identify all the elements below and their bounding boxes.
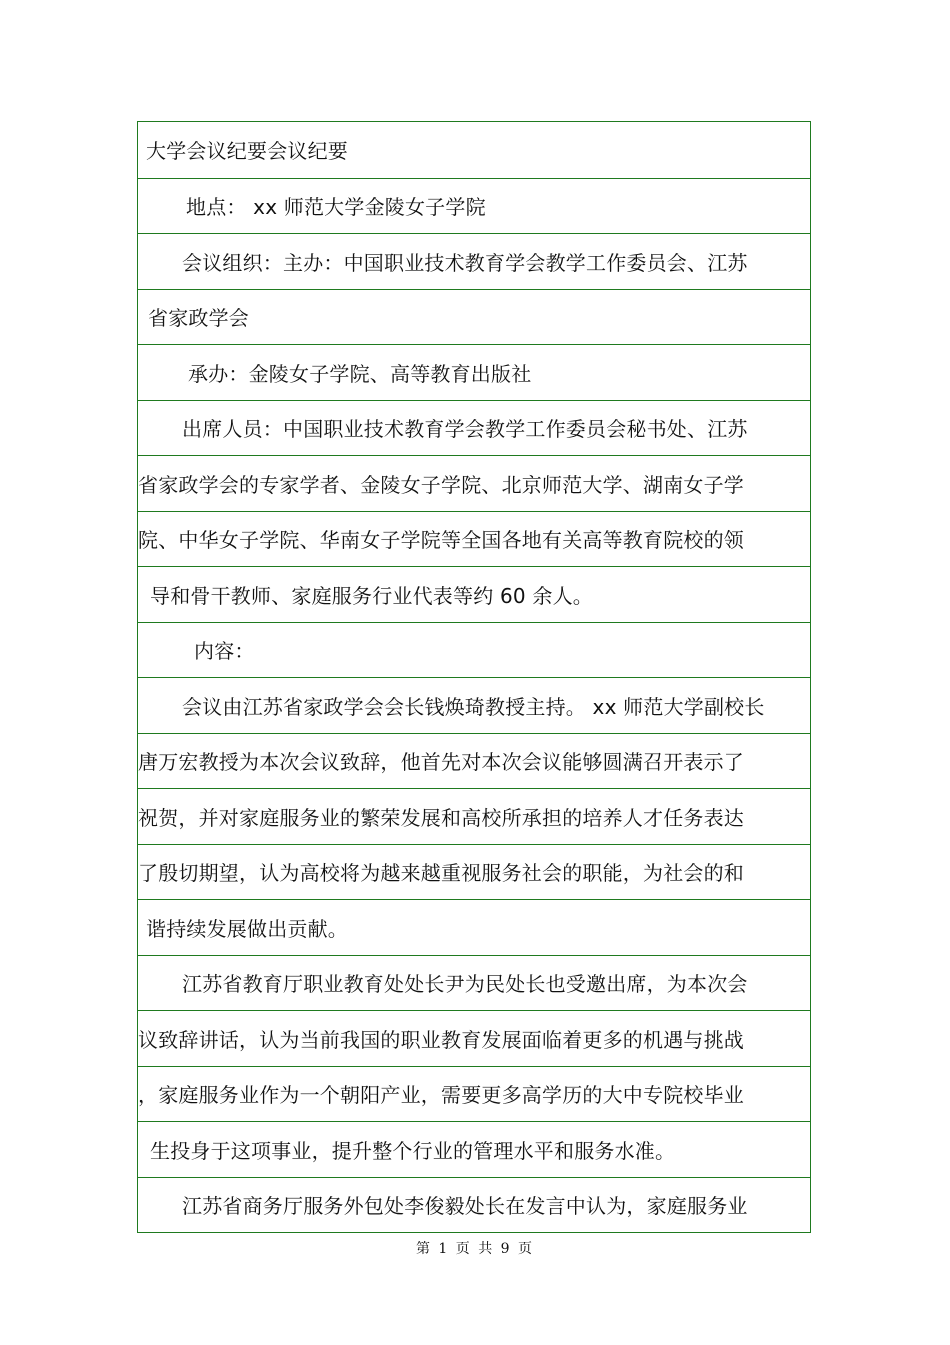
text-line — [138, 122, 810, 178]
line-text: 议致辞讲话，认为当前我国的职业教育发展面临着更多的机遇与挑战 — [138, 1027, 744, 1052]
text-line — [138, 455, 810, 511]
line-text: 省家政学会的专家学者、金陵女子学院、北京师范大学、湖南女子学 — [138, 472, 744, 497]
line-text: 大学会议纪要会议纪要 — [146, 139, 348, 164]
text-line — [138, 733, 810, 789]
text-line — [138, 1121, 810, 1177]
line-text: 导和骨干教师、家庭服务行业代表等约 60 余人。 — [150, 583, 593, 608]
text-line — [138, 511, 810, 567]
line-text: 谐持续发展做出贡献。 — [146, 916, 348, 941]
line-text: 地点： xx 师范大学金陵女子学院 — [186, 195, 486, 220]
page-footer: 第 1 页 共 9 页 — [415, 1241, 535, 1257]
text-line — [138, 955, 810, 1011]
text-line — [138, 622, 810, 678]
line-text: 会议由江苏省家政学会会长钱焕琦教授主持。 xx 师范大学副校长 — [182, 694, 765, 719]
line-text: 了殷切期望，认为高校将为越来越重视服务社会的职能，为社会的和 — [138, 861, 744, 886]
text-line — [138, 677, 810, 733]
text-line — [138, 178, 810, 234]
line-text: 院、中华女子学院、华南女子学院等全国各地有关高等教育院校的领 — [138, 528, 744, 553]
text-line — [138, 233, 810, 289]
line-text: 唐万宏教授为本次会议致辞，他首先对本次会议能够圆满召开表示了 — [138, 750, 744, 775]
text-line — [138, 1010, 810, 1066]
line-text: 出席人员：中国职业技术教育学会教学工作委员会秘书处、江苏 — [182, 417, 748, 442]
line-text: 会议组织：主办：中国职业技术教育学会教学工作委员会、江苏 — [182, 250, 748, 275]
text-line — [138, 1177, 810, 1233]
text-line — [138, 566, 810, 622]
line-text: 承办：金陵女子学院、高等教育出版社 — [188, 361, 532, 386]
text-line — [138, 344, 810, 400]
text-line — [138, 289, 810, 345]
text-line — [138, 1066, 810, 1122]
line-text: 生投身于这项事业，提升整个行业的管理水平和服务水准。 — [150, 1138, 676, 1163]
line-text: 省家政学会 — [148, 306, 249, 331]
text-line — [138, 899, 810, 955]
line-text: 江苏省教育厅职业教育处处长尹为民处长也受邀出席，为本次会 — [182, 972, 748, 997]
text-line — [138, 844, 810, 900]
text-line — [138, 400, 810, 456]
line-text: 内容： — [194, 639, 255, 664]
ruled-text-grid — [137, 121, 811, 1233]
text-line — [138, 788, 810, 844]
line-text: ，家庭服务业作为一个朝阳产业，需要更多高学历的大中专院校毕业 — [138, 1083, 744, 1108]
line-text: 江苏省商务厅服务外包处李俊毅处长在发言中认为，家庭服务业 — [182, 1194, 748, 1219]
line-text: 祝贺，并对家庭服务业的繁荣发展和高校所承担的培养人才任务表达 — [138, 805, 744, 830]
